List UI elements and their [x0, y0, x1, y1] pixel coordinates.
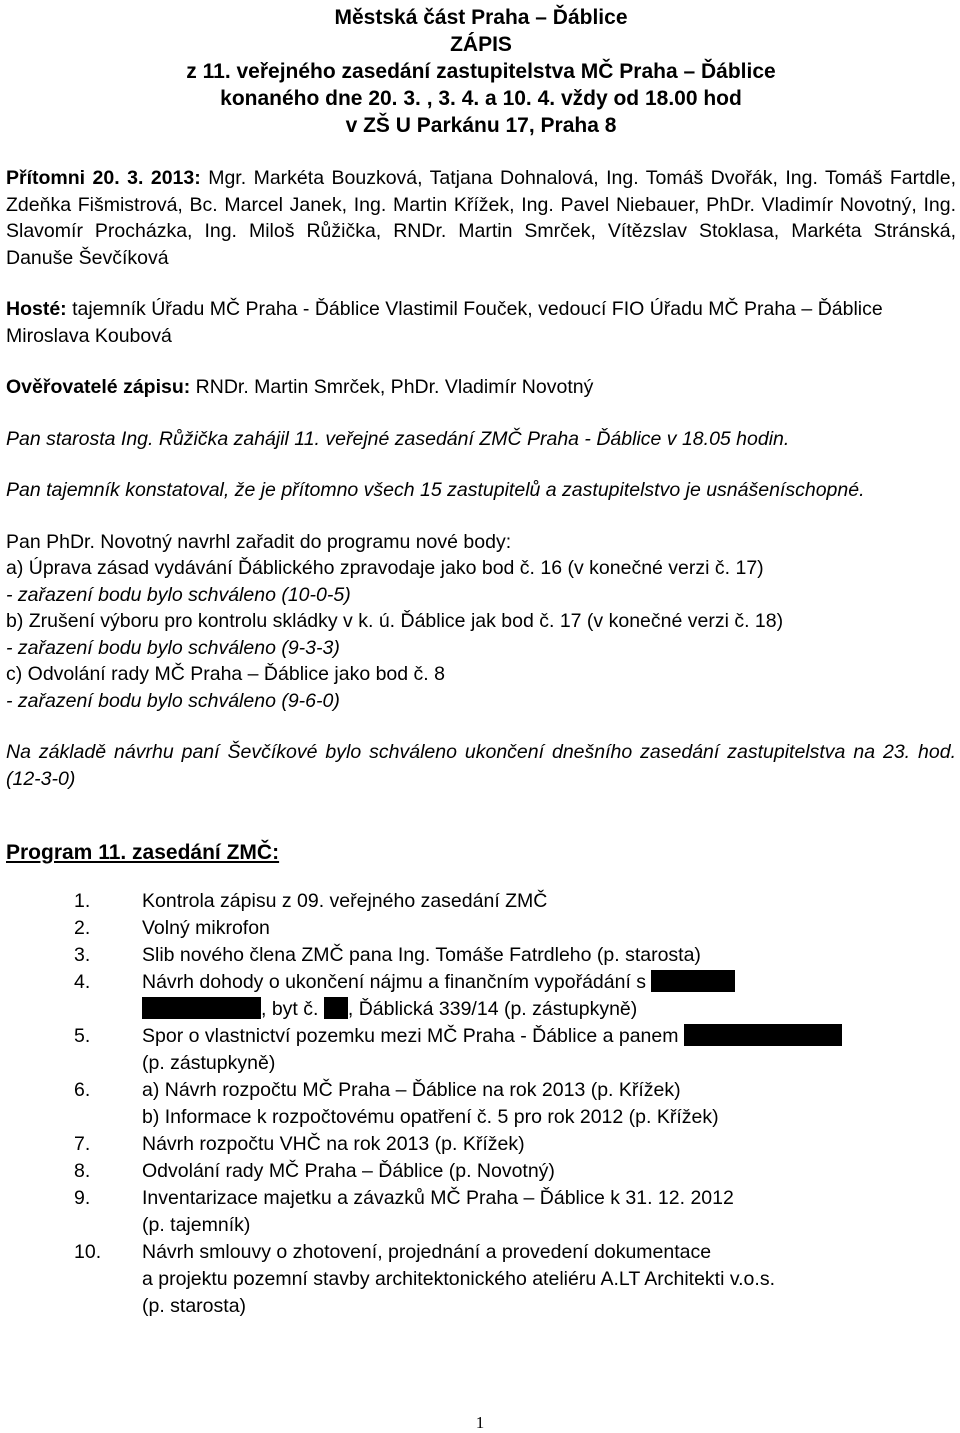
proposal-vote-b: - zařazení bodu bylo schváleno (9-3-3) [6, 636, 340, 659]
program-item: 8. Odvolání rady MČ Praha – Ďáblice (p. Novotný) [74, 1160, 555, 1182]
program-list [6, 888, 956, 1320]
guests-label: Hosté: [6, 298, 67, 320]
program-item: 2. Volný mikrofon [74, 917, 270, 939]
program-item: 5. Spor o vlastnictví pozemku mezi MČ Praha - Ďáblice a panem (p. zástupkyně) [6, 1023, 956, 1077]
program-item: 3. Slib nového člena ZMČ pana Ing. Tomáše Fatrdleho (p. starosta) [74, 944, 701, 966]
header-meeting: z 11. veřejného zasedání zastupitelstva MČ Praha – Ďáblice [186, 60, 776, 83]
program-title: Program 11. zasedání ZMČ: [6, 841, 280, 864]
header-venue: v ZŠ U Parkánu 17, Praha 8 [345, 114, 617, 137]
guests-list: tajemník Úřadu MČ Praha - Ďáblice Vlastimil Fouček, vedoucí FIO Úřadu MČ Praha – Ďáblice Miroslava Koubová [6, 298, 883, 347]
verifiers-list: RNDr. Martin Smrček, PhDr. Vladimír Novotný [190, 376, 594, 398]
present-list: Mgr. Markéta Bouzková, Tatjana Dohnalová, Ing. Tomáš Dvořák, Ing. Tomáš Fartdle, Zdeňka Fišmistrová, Bc. Marcel Janek, Ing. Martin Křížek, Ing. Pavel Niebauer, PhDr. Vladimír Novotný, Ing. Slavomír Procházka, Ing. Miloš Růžička, RNDr. Martin Smrček, Vítězslav Stoklasa, Markéta Stránská, Danuše Ševčíková [6, 167, 956, 269]
redaction-bar [651, 970, 735, 992]
present-label: Přítomni 20. 3. 2013: [6, 167, 201, 189]
opening-paragraph: Pan starosta Ing. Růžička zahájil 11. veřejné zasedání ZMČ Praha - Ďáblice v 18.05 hodin. [6, 427, 790, 450]
proposal-item-a: a) Úprava zásad vydávání Ďáblického zpravodaje jako bod č. 16 (v konečné verzi č. 17) [6, 557, 764, 579]
verifiers-label: Ověřovatelé zápisu: [6, 376, 191, 398]
header-title: ZÁPIS [450, 33, 512, 56]
proposal-item-b: b) Zrušení výboru pro kontrolu skládky v k. ú. Ďáblice jak bod č. 17 (v konečné verzi č. 18) [6, 610, 784, 632]
program-item: 9. Inventarizace majetku a závazků MČ Praha – Ďáblice k 31. 12. 2012 (p. tajemník) [74, 1187, 734, 1236]
proposal-vote-c: - zařazení bodu bylo schváleno (9-6-0) [6, 689, 340, 712]
program-item: 6. a) Návrh rozpočtu MČ Praha – Ďáblice na rok 2013 (p. Křížek) b) Informace k rozpočtovému opatření č. 5 pro rok 2012 (p. Křížek) [74, 1079, 719, 1128]
page-number: 1 [475, 1413, 485, 1432]
program-item: 1. Kontrola zápisu z 09. veřejného zasedání ZMČ [74, 890, 548, 912]
header-dates: konaného dne 20. 3. , 3. 4. a 10. 4. vždy od 18.00 hod [220, 87, 742, 110]
program-item: 4. Návrh dohody o ukončení nájmu a finančním vypořádání s , byt č. , Ďáblická 339/14 (p. zástupkyně) [6, 969, 956, 1023]
present-paragraph [6, 165, 956, 271]
document-header [6, 4, 956, 139]
quorum-paragraph: Pan tajemník konstatoval, že je přítomno všech 15 zastupitelů a zastupitelstvo je usnášeníschopné. [6, 479, 865, 501]
verifiers-paragraph [6, 374, 956, 401]
closing-paragraph: Na základě návrhu paní Ševčíkové bylo schváleno ukončení dnešního zasedání zastupitelstva na 23. hod. (12-3-0) [6, 741, 956, 790]
proposal-block [6, 529, 956, 715]
proposal-vote-a: - zařazení bodu bylo schváleno (10-0-5) [6, 583, 351, 606]
guests-paragraph [6, 296, 956, 349]
proposal-item-c: c) Odvolání rady MČ Praha – Ďáblice jako bod č. 8 [6, 663, 445, 685]
redaction-bar [142, 997, 261, 1019]
redaction-bar [324, 997, 348, 1019]
header-municipality: Městská část Praha – Ďáblice [334, 6, 628, 29]
redaction-bar [684, 1024, 842, 1046]
program-item: 10. Návrh smlouvy o zhotovení, projednání a provedení dokumentace a projektu pozemní stavby architektonického ateliéru A.LT Architekti v.o.s. (p. starosta) [74, 1241, 775, 1317]
document-page [6, 0, 956, 1320]
proposal-intro: Pan PhDr. Novotný navrhl zařadit do programu nové body: [6, 530, 512, 553]
program-item: 7. Návrh rozpočtu VHČ na rok 2013 (p. Křížek) [74, 1133, 525, 1155]
